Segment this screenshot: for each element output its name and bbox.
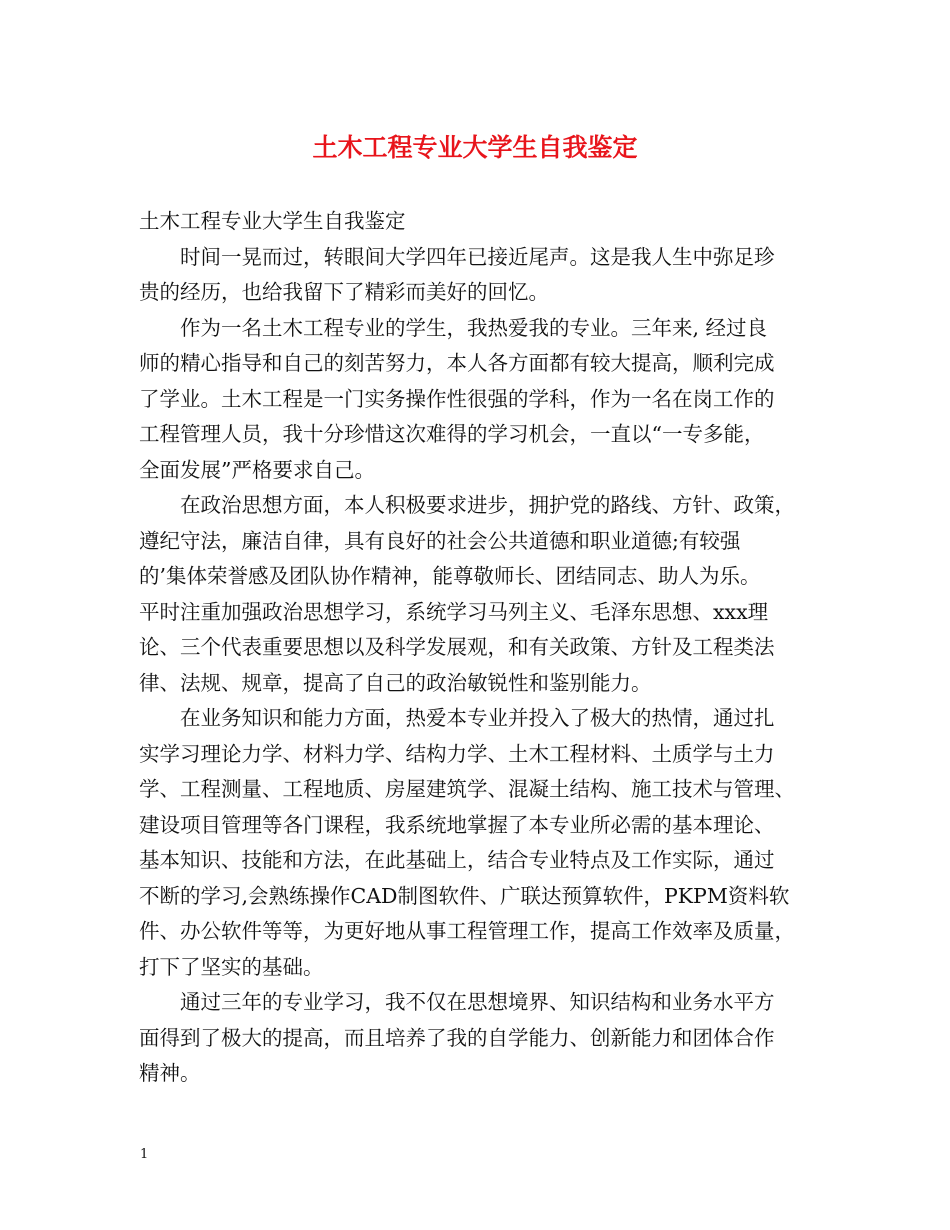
body-text-line: 了学业。土木工程是一门实务操作性很强的学科，作为一名在岗工作的 xyxy=(139,386,775,411)
body-text-line: 论、三个代表重要思想以及科学发展观，和有关政策、方针及工程类法 xyxy=(139,635,775,659)
body-text-line: 时间一晃而过，转眼间大学四年已接近尾声。这是我人生中弥足珍 xyxy=(180,244,775,269)
body-text-line: 精神。 xyxy=(139,1061,201,1085)
body-text-line: 在业务知识和能力方面，热爱本专业并投入了极大的热情，通过扎 xyxy=(180,706,775,730)
body-text-line: 不断的学习,会熟练操作CAD制图软件、广联达预算软件，PKPM资料软 xyxy=(139,883,790,908)
body-text-line: 实学习理论力学、材料力学、结构力学、土木工程材料、土质学与土力 xyxy=(139,741,775,766)
body-text-line: 基本知识、技能和方法，在此基础上，结合专业特点及工作实际，通过 xyxy=(139,848,775,872)
body-text-line: 在政治思想方面，本人积极要求进步，拥护党的路线、方针、政策， xyxy=(180,493,795,517)
body-text-line: 平时注重加强政治思想学习，系统学习马列主义、毛泽东思想、xxx理 xyxy=(139,599,769,624)
body-text-line: 师的精心指导和自己的刻苦努力，本人各方面都有较大提高，顺利完成 xyxy=(139,351,775,375)
body-text-line: 建设项目管理等各门课程，我系统地掌握了本专业所必需的基本理论、 xyxy=(139,812,775,837)
document-body xyxy=(139,204,839,1092)
body-text-line: 贵的经历，也给我留下了精彩而美好的回忆。 xyxy=(139,280,549,304)
body-text-line: 件、办公软件等等，为更好地从事工程管理工作，提高工作效率及质量， xyxy=(139,919,795,943)
page-number: 1 xyxy=(140,1147,149,1162)
body-text-line: 的’集体荣誉感及团队协作精神，能尊敬师长、团结同志、助人为乐。 xyxy=(139,564,761,588)
body-text-line: 打下了坚实的基础。 xyxy=(139,954,324,979)
document-subtitle-line: 土木工程专业大学生自我鉴定 xyxy=(139,209,406,233)
body-text-line: 遵纪守法，廉洁自律，具有良好的社会公共道德和职业道德;有较强 xyxy=(139,528,741,553)
body-text-line: 律、法规、规章，提高了自己的政治敏锐性和鉴别能力。 xyxy=(139,670,652,695)
body-text-line: 学、工程测量、工程地质、房屋建筑学、混凝土结构、施工技术与管理、 xyxy=(139,777,795,801)
document-title: 土木工程专业大学生自我鉴定 xyxy=(312,133,638,162)
body-text-line: 面得到了极大的提高，而且培养了我的自学能力、创新能力和团体合作 xyxy=(139,1025,775,1050)
body-text-line: 通过三年的专业学习，我不仅在思想境界、知识结构和业务水平方 xyxy=(180,990,775,1014)
body-text-line: 作为一名土木工程专业的学生，我热爱我的专业。三年来, 经过良 xyxy=(180,315,768,340)
body-text-line: 全面发展”严格要求自己。 xyxy=(139,457,375,482)
body-text-line: 工程管理人员，我十分珍惜这次难得的学习机会，一直以“一专多能， xyxy=(139,422,765,446)
